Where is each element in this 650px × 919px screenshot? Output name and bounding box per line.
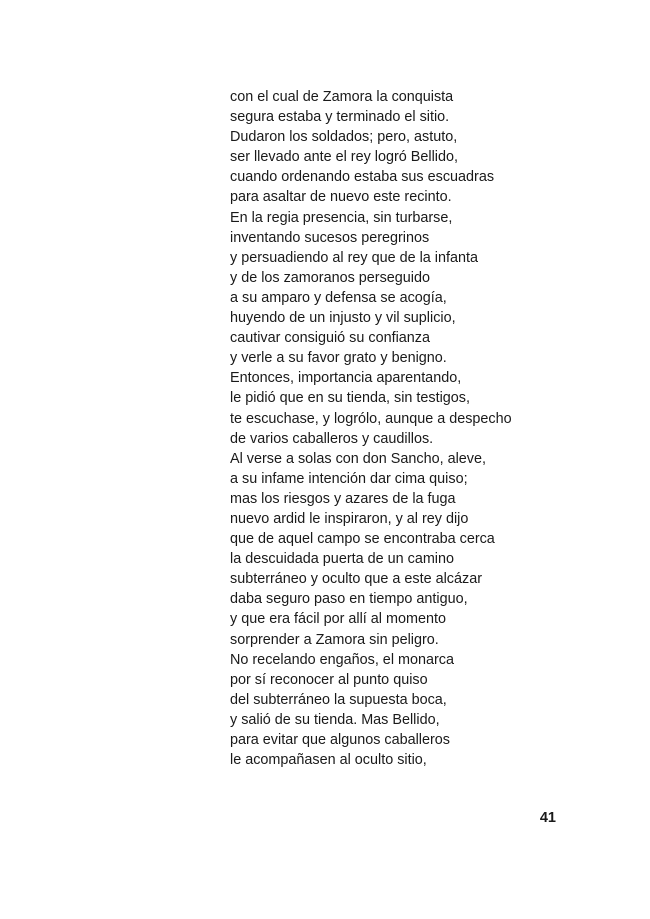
poem-line: le pidió que en su tienda, sin testigos, [230,390,471,407]
poem-line: cautivar consiguió su confianza [230,330,430,347]
poem-line: No recelando engaños, el monarca [230,651,454,668]
poem-line: y persuadiendo al rey que de la infanta [230,249,479,266]
poem-line: y que era fácil por allí al momento [230,611,446,628]
poem-line: mas los riesgos y azares de la fuga [230,490,456,507]
poem-line: del subterráneo la supuesta boca, [230,691,447,708]
poem-line: la descuidada puerta de un camino [230,551,455,568]
poem-line: te escuchase, y logrólo, aunque a despecho [230,410,512,427]
poem-line: y salió de su tienda. Mas Bellido, [230,711,440,728]
poem-line: y de los zamoranos perseguido [230,269,430,286]
poem-line: nuevo ardid le inspiraron, y al rey dijo [230,510,469,527]
poem-line: de varios caballeros y caudillos. [230,430,434,447]
poem-line: a su infame intención dar cima quiso; [230,470,468,487]
poem-line: a su amparo y defensa se acogía, [230,289,447,306]
page-number: 41 [539,810,556,826]
poem-line: daba seguro paso en tiempo antiguo, [230,591,468,608]
poem-line: segura estaba y terminado el sitio. [230,109,450,126]
poem-line: para asaltar de nuevo este recinto. [230,189,452,206]
poem-line: En la regia presencia, sin turbarse, [230,209,453,226]
poem-line: y verle a su favor grato y benigno. [230,350,447,367]
poem-line: inventando sucesos peregrinos [230,229,430,246]
poem-line: Al verse a solas con don Sancho, aleve, [230,450,486,467]
poem-line: subterráneo y oculto que a este alcázar [230,571,482,588]
poem-line: Dudaron los soldados; pero, astuto, [230,129,458,146]
poem-line: Entonces, importancia aparentando, [230,370,462,387]
poem-line: por sí reconocer al punto quiso [230,671,428,688]
poem-line: que de aquel campo se encontraba cerca [230,531,495,548]
poem-line: le acompañasen al oculto sitio, [230,752,427,769]
poem-line: cuando ordenando estaba sus escuadras [230,169,495,186]
poem-line: con el cual de Zamora la conquista [230,89,454,105]
poem-line: sorprender a Zamora sin peligro. [230,631,439,648]
poem-line: huyendo de un injusto y vil suplicio, [230,310,456,327]
poem-line: ser llevado ante el rey logró Bellido, [230,149,458,166]
poem-text-block [230,87,560,770]
poem-line: para evitar que algunos caballeros [230,732,450,748]
